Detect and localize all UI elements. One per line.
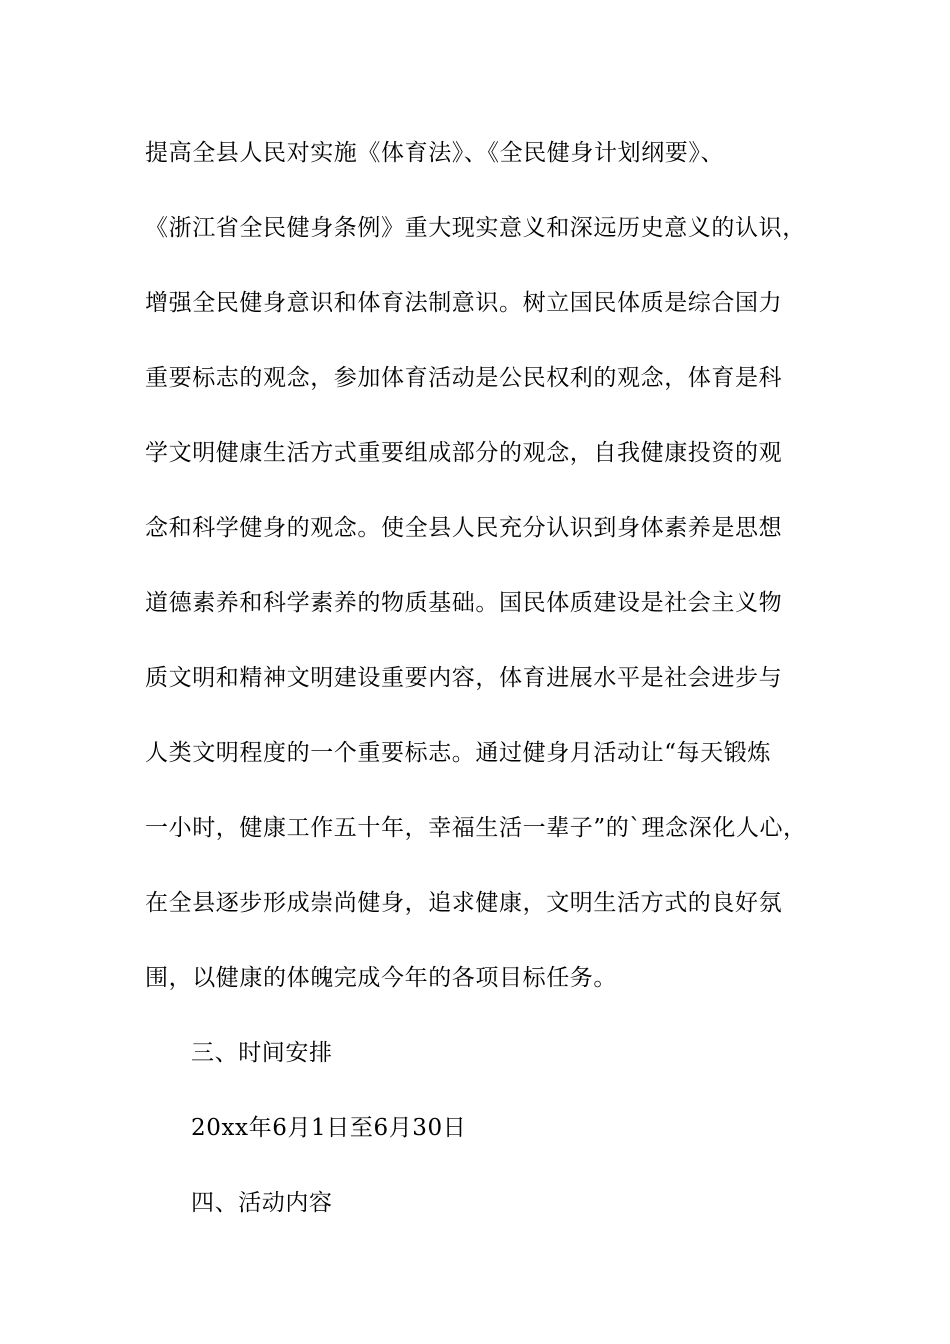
section-heading-schedule: 三、时间安排	[191, 1040, 333, 1066]
paragraph-line: 重要标志的观念，参加体育活动是公民权利的观念，体育是科	[145, 365, 783, 391]
section-heading-activities: 四、活动内容	[191, 1190, 333, 1216]
paragraph-line: 人类文明程度的一个重要标志。通过健身月活动让“每天锻炼	[145, 740, 771, 766]
paragraph-line: 在全县逐步形成崇尚健身，追求健康，文明生活方式的良好氛	[145, 890, 783, 916]
paragraph-line: 学文明健康生活方式重要组成部分的观念，自我健康投资的观	[145, 440, 783, 466]
paragraph-line: 围，以健康的体魄完成今年的各项目标任务。	[145, 965, 617, 991]
paragraph-line: 提高全县人民对实施《体育法》、《全民健身计划纲要》、	[145, 140, 725, 166]
paragraph-line: 《浙江省全民健身条例》重大现实意义和深远历史意义的认识，	[145, 215, 806, 241]
paragraph-line: 一小时，健康工作五十年，幸福生活一辈子”的`理念深化人心，	[145, 815, 807, 841]
schedule-date-range: 20xx年6月1日至6月30日	[191, 1115, 467, 1141]
paragraph-line: 道德素养和科学素养的物质基础。国民体质建设是社会主义物	[145, 590, 783, 616]
document-body	[145, 130, 835, 1255]
paragraph-line: 念和科学健身的观念。使全县人民充分认识到身体素养是思想	[145, 515, 783, 541]
paragraph-line: 增强全民健身意识和体育法制意识。树立国民体质是综合国力	[145, 290, 783, 316]
paragraph-line: 质文明和精神文明建设重要内容，体育进展水平是社会进步与	[145, 665, 783, 691]
